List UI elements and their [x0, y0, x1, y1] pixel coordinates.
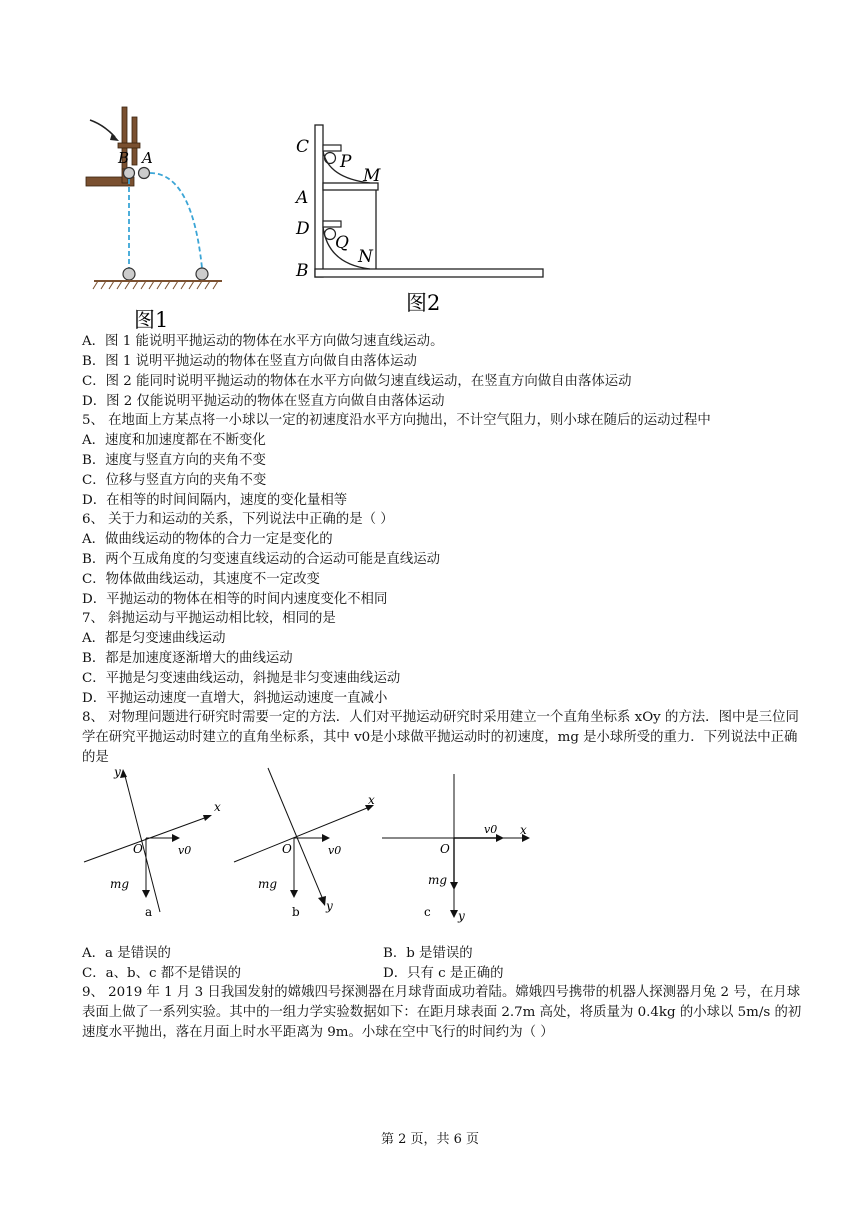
q4-option-d: D．图 2 仅能说明平抛运动的物体在竖直方向做自由落体运动 — [82, 394, 445, 409]
axes-b-origin: O — [282, 842, 292, 856]
q7-option-b: B．都是加速度逐渐增大的曲线运动 — [82, 651, 293, 666]
q8-option-a: A．a 是错误的 — [82, 946, 171, 961]
axes-c-origin: O — [440, 842, 450, 856]
figure-1 — [82, 105, 232, 330]
q8-stem: 8、 对物理问题进行研究时需要一定的方法．人们对平抛运动研究时采用建立一个直角坐标系 xOy 的方法．图中是三位同学在研究平抛运动时建立的直角坐标系，其中 v0是小球做平抛运动时的初速度，mg 是小球所受的重力．下列说法中正确的是 — [82, 710, 799, 765]
q8-option-c: C．a、b、c 都不是错误的 — [82, 966, 242, 981]
fig2-label-c: C — [296, 137, 310, 157]
q5-option-c: C．位移与竖直方向的夹角不变 — [82, 473, 267, 488]
axes-a-origin: O — [133, 842, 143, 856]
fig1-label-b: B — [118, 149, 130, 167]
q5-option-b: B．速度与竖直方向的夹角不变 — [82, 453, 266, 468]
fig2-label-n: N — [358, 247, 373, 267]
fig2-label-a: A — [296, 188, 309, 208]
q7-option-a: A．都是匀变速曲线运动 — [82, 631, 226, 646]
axes-a-v0: v0 — [178, 844, 192, 857]
fig1-caption: 图1 — [134, 308, 169, 330]
axes-a-x-label: x — [214, 800, 221, 814]
q7-option-d: D．平抛运动速度一直增大，斜抛运动速度一直减小 — [82, 691, 388, 706]
q6-option-b: B．两个互成角度的匀变速直线运动的合运动可能是直线运动 — [82, 552, 440, 567]
q7-stem: 7、 斜抛运动与平抛运动相比较，相同的是 — [82, 611, 336, 626]
axes-c-v0: v0 — [484, 823, 498, 836]
axes-b-v0: v0 — [328, 844, 342, 857]
q6-option-d: D．平抛运动的物体在相等的时间内速度变化不相同 — [82, 592, 388, 607]
fig2-label-m: M — [363, 166, 381, 186]
fig2-caption: 图2 — [406, 291, 441, 315]
figure-2 — [288, 120, 553, 320]
axes-b-x-label: x — [368, 793, 375, 807]
axes-b-y-label: y — [326, 899, 333, 913]
fig2-label-q: Q — [335, 233, 349, 253]
q5-option-d: D．在相等的时间间隔内，速度的变化量相等 — [82, 493, 348, 508]
q6-option-a: A．做曲线运动的物体的合力一定是变化的 — [82, 532, 333, 547]
fig2-label-b: B — [296, 261, 309, 281]
q4-option-b: B．图 1 说明平抛运动的物体在竖直方向做自由落体运动 — [82, 354, 417, 369]
axes-a-y-label: y — [114, 765, 121, 779]
q8-option-b: B．b 是错误的 — [383, 946, 473, 961]
fig1-label-a: A — [142, 149, 153, 167]
axes-b-caption: b — [292, 905, 300, 919]
q8-option-d: D．只有 c 是正确的 — [383, 966, 504, 981]
axes-b-mg: mg — [258, 877, 278, 891]
q4-option-c: C．图 2 能同时说明平抛运动的物体在水平方向做匀速直线运动，在竖直方向做自由落体运动 — [82, 374, 632, 389]
q4-option-a: A．图 1 能说明平抛运动的物体在水平方向做匀速直线运动。 — [82, 334, 444, 349]
q9-stem: 9、 2019 年 1 月 3 日我国发射的嫦娥四号探测器在月球背面成功着陆。嫦娥四号携带的机器人探测器月兔 2 号，在月球表面上做了一系列实验。其中的一组力学实验数据如下：在距月球表面 2.7m 高处，将质量为 0.4kg 的小球以 5m/s 的初速度水平抛出，落在月面上时水平距离为 9m。小球在空中飞行的时间约为（ ） — [82, 985, 802, 1040]
page-footer: 第 2 页，共 6 页 — [380, 1132, 480, 1147]
axes-a-caption: a — [145, 905, 153, 919]
q5-option-a: A．速度和加速度都在不断变化 — [82, 433, 266, 448]
axes-c-y-label: y — [458, 909, 465, 923]
axes-figure-c — [380, 764, 540, 926]
fig2-label-d: D — [296, 219, 310, 239]
axes-c-x-label: x — [520, 823, 527, 837]
q5-stem: 5、 在地面上方某点将一小球以一定的初速度沿水平方向抛出，不计空气阻力，则小球在随后的运动过程中 — [82, 413, 711, 428]
axes-figure-b — [232, 764, 380, 924]
axes-a-mg: mg — [110, 877, 130, 891]
q7-option-c: C．平抛是匀变速曲线运动，斜抛是非匀变速曲线运动 — [82, 671, 401, 686]
fig2-label-p: P — [340, 152, 352, 172]
axes-c-caption: c — [424, 905, 431, 919]
q6-option-c: C．物体做曲线运动，其速度不一定改变 — [82, 572, 320, 587]
axes-c-mg: mg — [428, 873, 448, 887]
q6-stem: 6、 关于力和运动的关系，下列说法中正确的是（ ） — [82, 512, 394, 527]
axes-figure-a — [82, 764, 227, 924]
